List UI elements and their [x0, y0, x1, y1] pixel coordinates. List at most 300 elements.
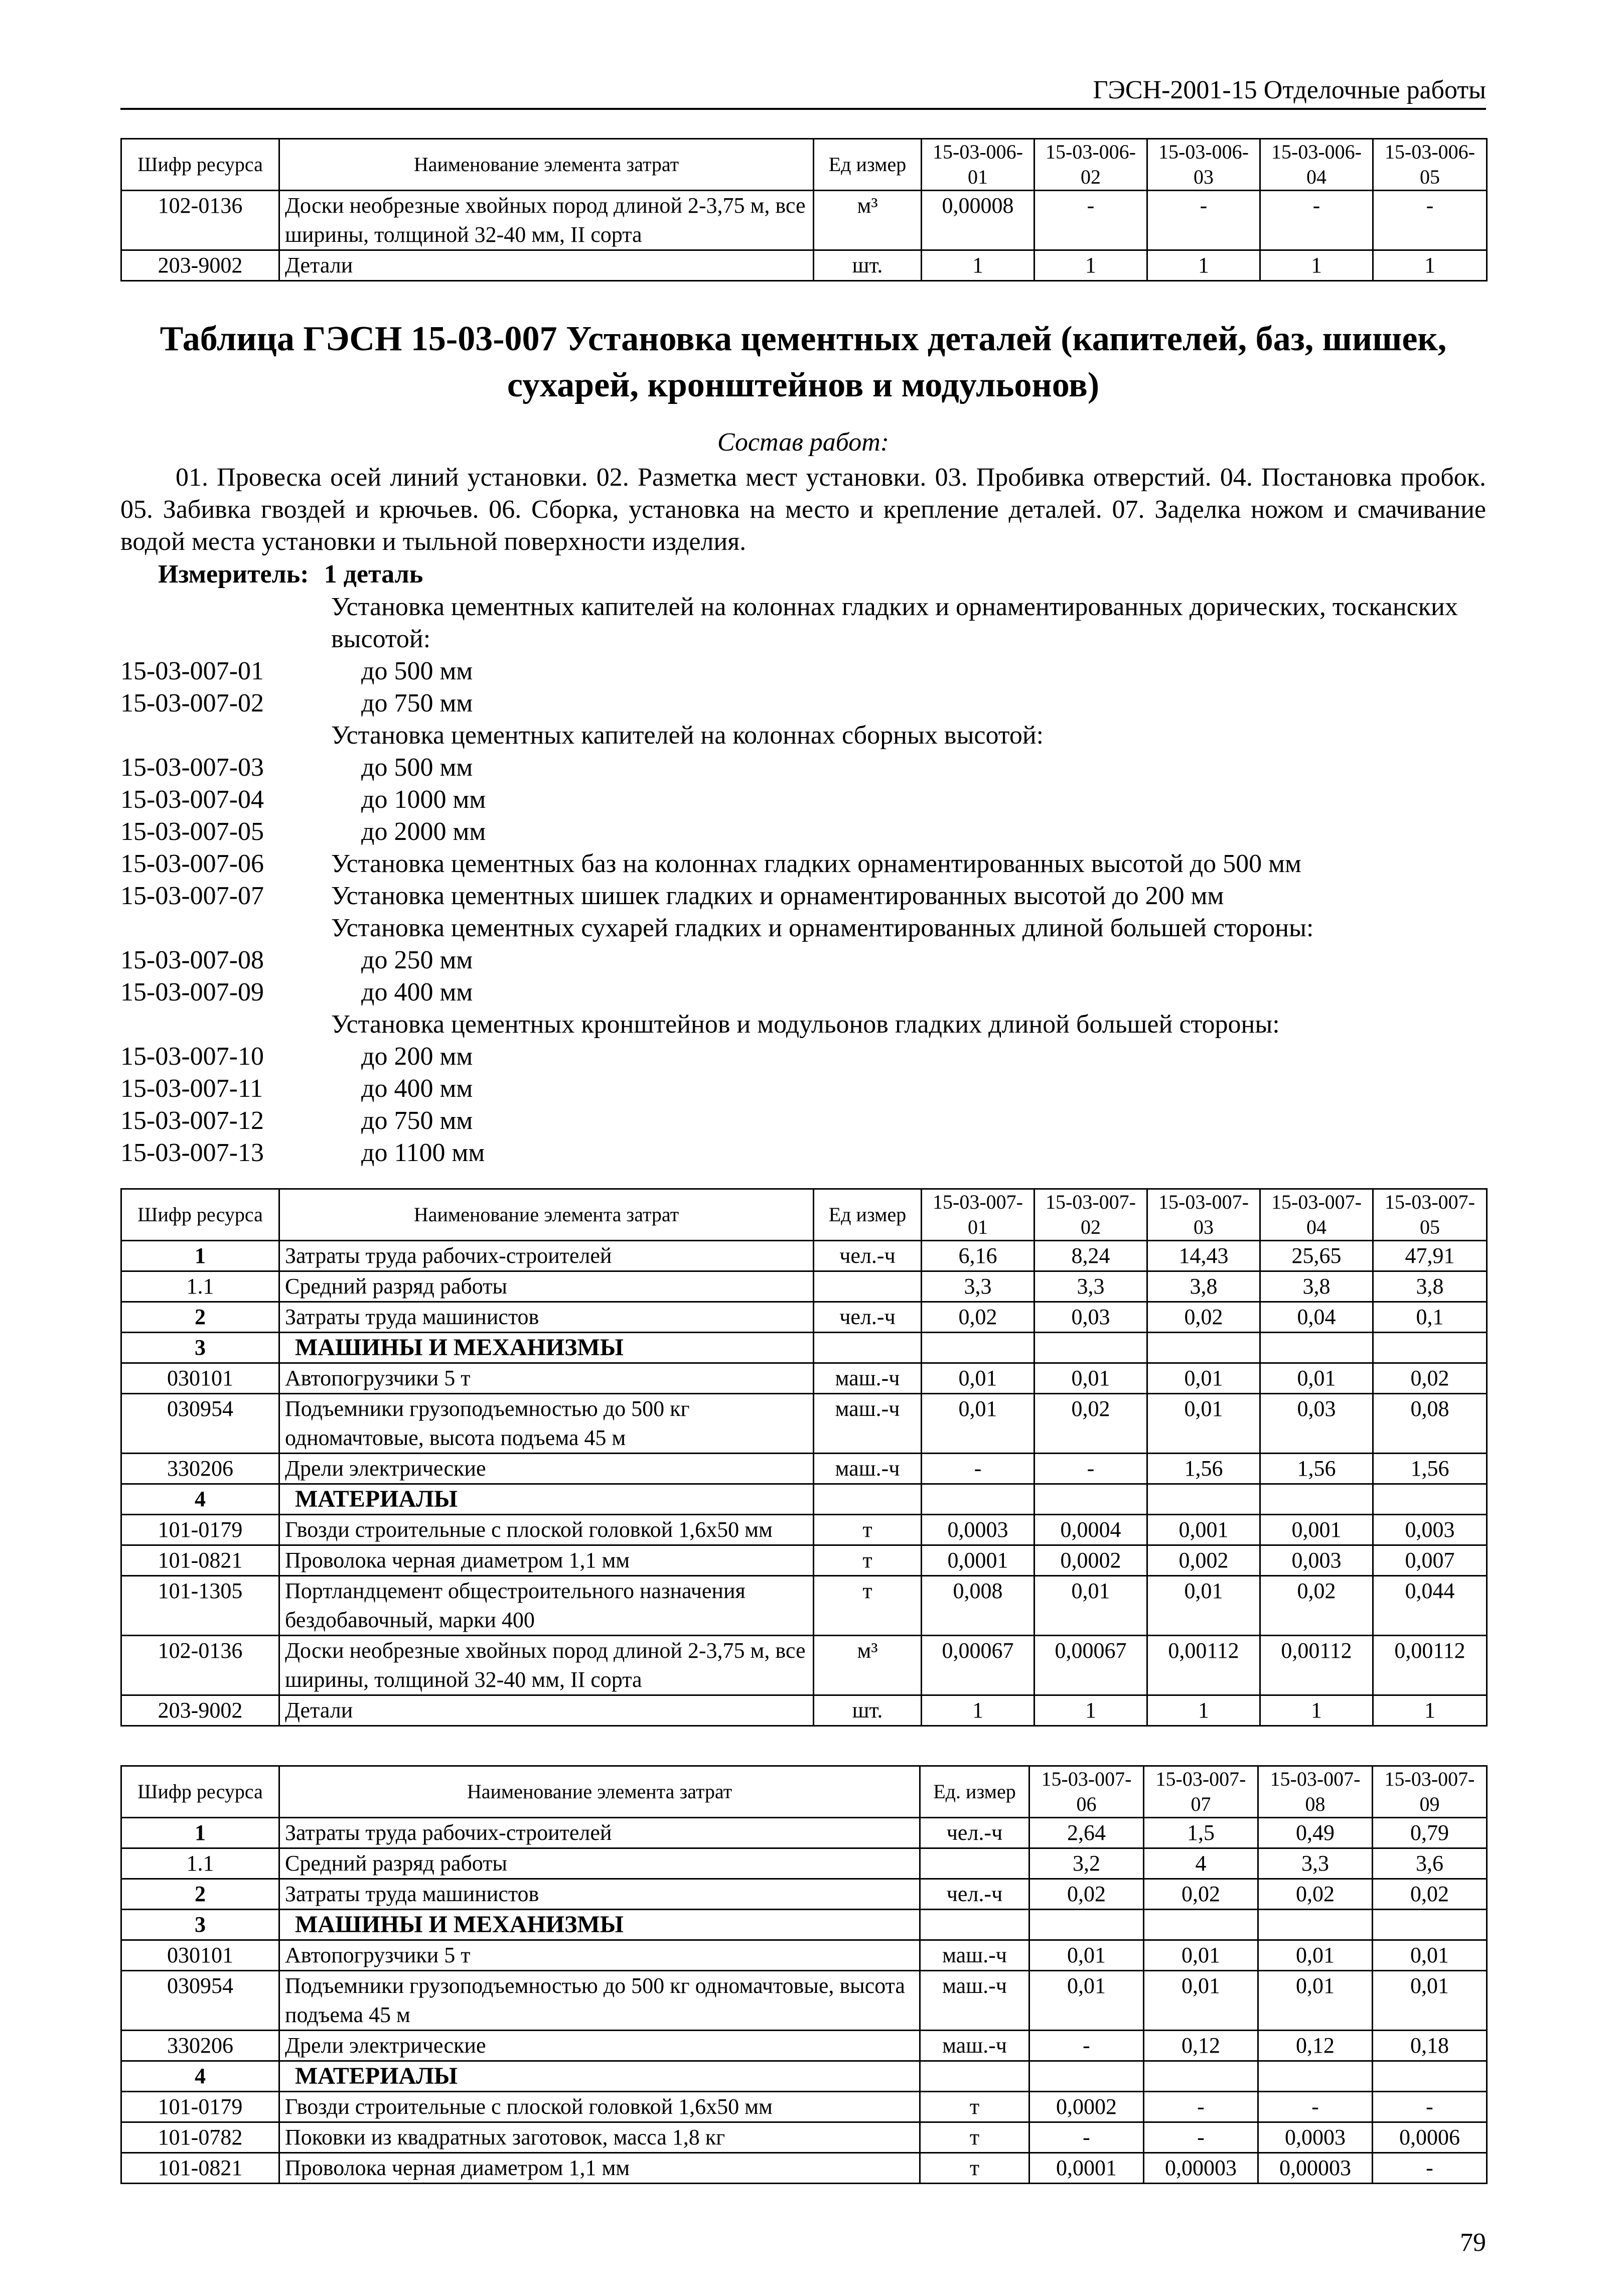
norm-description: до 500 мм: [361, 753, 473, 782]
value-cell: 0,044: [1373, 1576, 1487, 1636]
value-cell: 0,03: [1260, 1394, 1373, 1454]
value-cell: 0,02: [1035, 1394, 1147, 1454]
value-cell: 0,00003: [1144, 2153, 1258, 2184]
resource-code: 2: [121, 1879, 279, 1910]
value-cell: 3,3: [1035, 1271, 1147, 1302]
value-cell: 25,65: [1260, 1241, 1373, 1271]
norm-item: [120, 1041, 1486, 1073]
value-cell: 3,3: [922, 1271, 1035, 1302]
page-number: 79: [1460, 2228, 1486, 2257]
column-header: Наименование элемента затрат: [279, 1189, 814, 1241]
resource-name: Средний разряд работы: [279, 1271, 814, 1302]
value-cell: [1260, 1333, 1373, 1363]
value-cell: 3,8: [1373, 1271, 1487, 1302]
measure-label: Измеритель:: [158, 560, 309, 589]
value-cell: 1,5: [1144, 1818, 1258, 1848]
value-cell: 0,01: [922, 1394, 1035, 1454]
norm-item: [120, 880, 1486, 912]
value-cell: -: [1035, 191, 1147, 250]
value-cell: 0,003: [1260, 1545, 1373, 1576]
table-row: [121, 1848, 1487, 1879]
unit-cell: т: [920, 2092, 1029, 2122]
unit-cell: т: [920, 2153, 1029, 2184]
resource-name: Проволока черная диаметром 1,1 мм: [279, 1545, 814, 1576]
value-cell: 1,56: [1260, 1454, 1373, 1484]
unit-cell: чел.-ч: [920, 1818, 1029, 1848]
norm-item: [120, 848, 1486, 880]
norm-description: до 400 мм: [361, 978, 473, 1007]
norm-description: Установка цементных баз на колоннах гладких орнаментированных высотой до 500 мм: [331, 849, 1301, 878]
value-cell: 0,18: [1373, 2031, 1487, 2061]
value-cell: [1260, 1484, 1373, 1515]
norm-code: 15-03-007-03: [120, 753, 264, 782]
norm-code: 15-03-007-05: [120, 817, 264, 846]
value-cell: 0,00067: [922, 1636, 1035, 1695]
table-row: [121, 2153, 1487, 2184]
resource-table-006: [120, 138, 1488, 281]
table-row: [121, 250, 1487, 281]
column-header: 15-03-007-09: [1373, 1766, 1487, 1818]
unit-cell: [920, 1910, 1029, 1940]
section-row: [121, 2061, 1487, 2092]
norm-description: Установка цементных капителей на колоннах сборных высотой:: [331, 721, 1044, 750]
norm-description: до 750 мм: [361, 689, 473, 718]
unit-cell: маш.-ч: [920, 1971, 1029, 2031]
value-cell: 0,002: [1147, 1545, 1260, 1576]
value-cell: 0,0006: [1373, 2122, 1487, 2153]
column-header: 15-03-006-03: [1147, 139, 1260, 191]
value-cell: 0,0002: [1035, 1545, 1147, 1576]
value-cell: [1147, 1484, 1260, 1515]
value-cell: 0,01: [1035, 1576, 1147, 1636]
column-header: Ед. измер: [920, 1766, 1029, 1818]
norm-code: 15-03-007-04: [120, 785, 264, 814]
resource-name: Автопогрузчики 5 т: [279, 1363, 814, 1394]
value-cell: 2,64: [1029, 1818, 1144, 1848]
resource-name: Затраты труда рабочих-строителей: [279, 1241, 814, 1271]
value-cell: 1: [1147, 1695, 1260, 1726]
table-row: [121, 191, 1487, 250]
unit-cell: шт.: [814, 1695, 922, 1726]
value-cell: [1147, 1333, 1260, 1363]
value-cell: 0,0003: [1258, 2122, 1373, 2153]
resource-name: Затраты труда машинистов: [279, 1302, 814, 1333]
norm-description: до 250 мм: [361, 946, 473, 974]
value-cell: -: [1029, 2122, 1144, 2153]
table-row: [121, 1363, 1487, 1394]
norm-code: 15-03-007-02: [120, 689, 264, 718]
norm-description: Установка цементных капителей на колоннах гладких и орнаментированных дорических, тосканских высотой:: [331, 593, 1458, 653]
unit-cell: [814, 1484, 922, 1515]
value-cell: [1144, 1910, 1258, 1940]
table-row: [121, 1302, 1487, 1333]
value-cell: 0,01: [1373, 1940, 1487, 1971]
resource-name: Дрели электрические: [279, 2031, 920, 2061]
section-row: [121, 1333, 1487, 1363]
column-header: 15-03-007-06: [1029, 1766, 1144, 1818]
composition-label: Состав работ:: [717, 428, 890, 457]
resource-name: Детали: [279, 250, 814, 281]
value-cell: [1258, 2061, 1373, 2092]
resource-name: Портландцемент общестроительного назначения бездобавочный, марки 400: [279, 1576, 814, 1636]
norm-item: [120, 784, 1486, 816]
resource-name: Детали: [279, 1695, 814, 1726]
value-cell: -: [1373, 191, 1487, 250]
value-cell: 0,1: [1373, 1302, 1487, 1333]
norm-description: до 1100 мм: [361, 1138, 485, 1167]
value-cell: 0,12: [1258, 2031, 1373, 2061]
column-header: Шифр ресурса: [121, 1766, 279, 1818]
value-cell: 0,01: [1147, 1363, 1260, 1394]
value-cell: -: [922, 1454, 1035, 1484]
unit-cell: маш.-ч: [814, 1454, 922, 1484]
resource-name: Подъемники грузоподъемностью до 500 кг одномачтовые, высота подъема 45 м: [279, 1394, 814, 1454]
resource-code: 030954: [121, 1394, 279, 1454]
value-cell: 0,008: [922, 1576, 1035, 1636]
norm-code: 15-03-007-09: [120, 978, 264, 1007]
unit-cell: т: [814, 1576, 922, 1636]
resource-name: Средний разряд работы: [279, 1848, 920, 1879]
measure-value: 1 деталь: [324, 560, 423, 589]
norm-item: [120, 1137, 1486, 1169]
value-cell: 0,00112: [1260, 1636, 1373, 1695]
running-header: ГЭСН-2001-15 Отделочные работы: [120, 75, 1486, 110]
resource-name: Подъемники грузоподъемностью до 500 кг одномачтовые, высота подъема 45 м: [279, 1971, 920, 2031]
resource-code: 1: [121, 1818, 279, 1848]
norm-item: [120, 591, 1486, 655]
unit-cell: т: [814, 1545, 922, 1576]
value-cell: -: [1029, 2031, 1144, 2061]
measure: [158, 559, 423, 589]
value-cell: [922, 1484, 1035, 1515]
resource-code: 1.1: [121, 1271, 279, 1302]
value-cell: 1: [1260, 250, 1373, 281]
unit-cell: маш.-ч: [920, 2031, 1029, 2061]
table-row: [121, 1576, 1487, 1636]
value-cell: 0,0001: [922, 1545, 1035, 1576]
resource-code: 101-0821: [121, 2153, 279, 2184]
norm-code: 15-03-007-08: [120, 946, 264, 974]
norm-item: [120, 752, 1486, 784]
norm-code: [120, 591, 331, 655]
norm-code: 15-03-007-10: [120, 1042, 264, 1071]
resource-name: Гвозди строительные с плоской головкой 1,6х50 мм: [279, 1515, 814, 1545]
unit-cell: маш.-ч: [814, 1363, 922, 1394]
unit-cell: маш.-ч: [920, 1940, 1029, 1971]
section-row: [121, 1484, 1487, 1515]
composition-text: 01. Провеска осей линий установки. 02. Разметка мест установки. 03. Пробивка отверстий. 04. Постановка пробок. 05. Забивка гвоздей и крючьев. 06. Сборка, установка на место и крепление деталей. 07. Заделка ножом и смачивание водой места установки и тыльной поверхности изделия.: [120, 463, 1486, 556]
value-cell: 0,02: [1144, 1879, 1258, 1910]
value-cell: [1373, 2061, 1487, 2092]
unit-cell: м³: [814, 1636, 922, 1695]
value-cell: 0,03: [1035, 1302, 1147, 1333]
resource-code: 102-0136: [121, 1636, 279, 1695]
value-cell: 4: [1144, 1848, 1258, 1879]
value-cell: 0,00112: [1373, 1636, 1487, 1695]
value-cell: [1373, 1333, 1487, 1363]
column-header: 15-03-006-04: [1260, 139, 1373, 191]
value-cell: 0,01: [1147, 1394, 1260, 1454]
column-header: Ед измер: [814, 139, 922, 191]
unit-cell: м³: [814, 191, 922, 250]
resource-name: Поковки из квадратных заготовок, масса 1,8 кг: [279, 2122, 920, 2153]
resource-name: Доски необрезные хвойных пород длиной 2-3,75 м, все ширины, толщиной 32-40 мм, II сорта: [279, 1636, 814, 1695]
norm-description: до 400 мм: [361, 1074, 473, 1103]
norm-description: Установка цементных шишек гладких и орнаментированных высотой до 200 мм: [331, 882, 1224, 910]
value-cell: 0,001: [1147, 1515, 1260, 1545]
value-cell: 1: [1260, 1695, 1373, 1726]
resource-name: Затраты труда машинистов: [279, 1879, 920, 1910]
value-cell: [1029, 1910, 1144, 1940]
value-cell: -: [1373, 2092, 1487, 2122]
value-cell: 0,00112: [1147, 1636, 1260, 1695]
value-cell: 0,01: [1258, 1940, 1373, 1971]
norm-code: [120, 1009, 331, 1041]
norm-description: до 500 мм: [361, 657, 473, 685]
value-cell: 1: [922, 250, 1035, 281]
value-cell: 14,43: [1147, 1241, 1260, 1271]
resource-name: Проволока черная диаметром 1,1 мм: [279, 2153, 920, 2184]
value-cell: 1,56: [1147, 1454, 1260, 1484]
table-row: [121, 1241, 1487, 1271]
value-cell: 0,02: [1373, 1879, 1487, 1910]
value-cell: 8,24: [1035, 1241, 1147, 1271]
value-cell: -: [1035, 1454, 1147, 1484]
table-row: [121, 1636, 1487, 1695]
value-cell: 0,02: [1029, 1879, 1144, 1910]
unit-cell: т: [920, 2122, 1029, 2153]
column-header: Шифр ресурса: [121, 1189, 279, 1241]
value-cell: 0,0003: [922, 1515, 1035, 1545]
column-header: 15-03-006-01: [922, 139, 1035, 191]
value-cell: [1035, 1484, 1147, 1515]
table-row: [121, 1818, 1487, 1848]
resource-name: Доски необрезные хвойных пород длиной 2-3,75 м, все ширины, толщиной 32-40 мм, II сорта: [279, 191, 814, 250]
value-cell: 0,01: [1373, 1971, 1487, 2031]
value-cell: 0,01: [1258, 1971, 1373, 2031]
table-row: [121, 1545, 1487, 1576]
resource-code: 030101: [121, 1363, 279, 1394]
value-cell: 0,003: [1373, 1515, 1487, 1545]
value-cell: 0,02: [922, 1302, 1035, 1333]
value-cell: 0,0001: [1029, 2153, 1144, 2184]
norm-item: [120, 1009, 1486, 1041]
table-row: [121, 1271, 1487, 1302]
unit-cell: шт.: [814, 250, 922, 281]
resource-code: 101-0782: [121, 2122, 279, 2153]
resource-code: 030101: [121, 1940, 279, 1971]
norm-item: [120, 944, 1486, 976]
section-row: [121, 1910, 1487, 1940]
value-cell: [1035, 1333, 1147, 1363]
table-row: [121, 2122, 1487, 2153]
resource-name: Гвозди строительные с плоской головкой 1,6х50 мм: [279, 2092, 920, 2122]
norm-description: Установка цементных кронштейнов и модульонов гладких длиной большей стороны:: [331, 1010, 1280, 1039]
value-cell: 0,02: [1260, 1576, 1373, 1636]
value-cell: 0,0002: [1029, 2092, 1144, 2122]
value-cell: 0,00008: [922, 191, 1035, 250]
resource-code: 3: [121, 1333, 279, 1363]
value-cell: -: [1373, 2153, 1487, 2184]
unit-cell: чел.-ч: [920, 1879, 1029, 1910]
resource-name: МАТЕРИАЛЫ: [279, 1484, 814, 1515]
norm-description: до 200 мм: [361, 1042, 473, 1071]
norm-item: [120, 912, 1486, 944]
value-cell: 3,6: [1373, 1848, 1487, 1879]
table-header-row: [121, 1189, 1487, 1241]
value-cell: -: [1258, 2092, 1373, 2122]
norm-code: [120, 720, 331, 752]
resource-name: Затраты труда рабочих-строителей: [279, 1818, 920, 1848]
value-cell: 0,01: [1029, 1971, 1144, 2031]
resource-code: 030954: [121, 1971, 279, 2031]
value-cell: 0,02: [1373, 1363, 1487, 1394]
norm-description: до 2000 мм: [361, 817, 486, 846]
value-cell: 0,00067: [1035, 1636, 1147, 1695]
table-row: [121, 1940, 1487, 1971]
column-header: 15-03-006-02: [1035, 139, 1147, 191]
table-row: [121, 1879, 1487, 1910]
value-cell: 0,01: [1260, 1363, 1373, 1394]
value-cell: 0,01: [1029, 1940, 1144, 1971]
resource-name: Автопогрузчики 5 т: [279, 1940, 920, 1971]
value-cell: 3,3: [1258, 1848, 1373, 1879]
column-header: 15-03-007-01: [922, 1189, 1035, 1241]
value-cell: [1373, 1910, 1487, 1940]
value-cell: 0,08: [1373, 1394, 1487, 1454]
value-cell: 1: [1035, 250, 1147, 281]
value-cell: 47,91: [1373, 1241, 1487, 1271]
resource-code: 1.1: [121, 1848, 279, 1879]
resource-name: МАШИНЫ И МЕХАНИЗМЫ: [279, 1333, 814, 1363]
value-cell: 6,16: [922, 1241, 1035, 1271]
value-cell: [1373, 1484, 1487, 1515]
norm-item: [120, 976, 1486, 1009]
table-header-row: [121, 1766, 1487, 1818]
column-header: 15-03-007-05: [1373, 1189, 1487, 1241]
value-cell: 0,007: [1373, 1545, 1487, 1576]
value-cell: 0,79: [1373, 1818, 1487, 1848]
norm-item: [120, 816, 1486, 848]
unit-cell: [814, 1333, 922, 1363]
value-cell: 0,01: [1144, 1971, 1258, 2031]
column-header: 15-03-006-05: [1373, 139, 1487, 191]
column-header: Наименование элемента затрат: [279, 1766, 920, 1818]
column-header: Ед измер: [814, 1189, 922, 1241]
table-header-row: [121, 139, 1487, 191]
value-cell: 3,8: [1260, 1271, 1373, 1302]
resource-code: 4: [121, 1484, 279, 1515]
value-cell: 3,2: [1029, 1848, 1144, 1879]
value-cell: 0,01: [1035, 1363, 1147, 1394]
column-header: 15-03-007-08: [1258, 1766, 1373, 1818]
table-row: [121, 2092, 1487, 2122]
table-row: [121, 1454, 1487, 1484]
unit-cell: чел.-ч: [814, 1241, 922, 1271]
unit-cell: маш.-ч: [814, 1394, 922, 1454]
resource-code: 101-1305: [121, 1576, 279, 1636]
value-cell: 1,56: [1373, 1454, 1487, 1484]
value-cell: 0,04: [1260, 1302, 1373, 1333]
resource-code: 330206: [121, 1454, 279, 1484]
column-header: 15-03-007-07: [1144, 1766, 1258, 1818]
column-header: Шифр ресурса: [121, 139, 279, 191]
norm-code: 15-03-007-06: [120, 849, 264, 878]
value-cell: 0,01: [1144, 1940, 1258, 1971]
norm-code: 15-03-007-01: [120, 657, 264, 685]
value-cell: 3,8: [1147, 1271, 1260, 1302]
resource-code: 101-0179: [121, 1515, 279, 1545]
value-cell: 1: [1373, 1695, 1487, 1726]
value-cell: 0,0004: [1035, 1515, 1147, 1545]
resource-code: 1: [121, 1241, 279, 1271]
norm-code: [120, 912, 331, 944]
value-cell: 0,01: [922, 1363, 1035, 1394]
value-cell: 1: [1147, 250, 1260, 281]
value-cell: [1144, 2061, 1258, 2092]
unit-cell: т: [814, 1515, 922, 1545]
column-header: 15-03-007-03: [1147, 1189, 1260, 1241]
unit-cell: [920, 2061, 1029, 2092]
norm-code: 15-03-007-13: [120, 1138, 264, 1167]
norm-item: [120, 687, 1486, 720]
table-row: [121, 2031, 1487, 2061]
value-cell: [1258, 1910, 1373, 1940]
value-cell: 0,49: [1258, 1818, 1373, 1848]
norm-description: Установка цементных сухарей гладких и орнаментированных длиной большей стороны:: [331, 914, 1314, 942]
table-row: [121, 1695, 1487, 1726]
table-row: [121, 1971, 1487, 2031]
value-cell: -: [1147, 191, 1260, 250]
section-title: Таблица ГЭСН 15-03-007 Установка цементных деталей (капителей, баз, шишек, сухарей, кронштейнов и модульонов): [160, 320, 1447, 404]
unit-cell: [814, 1271, 922, 1302]
resource-code: 3: [121, 1910, 279, 1940]
value-cell: 0,01: [1147, 1576, 1260, 1636]
norm-item: [120, 655, 1486, 687]
resource-code: 203-9002: [121, 250, 279, 281]
norm-item: [120, 1105, 1486, 1137]
value-cell: 0,00003: [1258, 2153, 1373, 2184]
value-cell: -: [1260, 191, 1373, 250]
table-row: [121, 1515, 1487, 1545]
norm-code: 15-03-007-07: [120, 882, 264, 910]
resource-code: 101-0821: [121, 1545, 279, 1576]
resource-code: 101-0179: [121, 2092, 279, 2122]
value-cell: [922, 1333, 1035, 1363]
table-row: [121, 1394, 1487, 1454]
value-cell: 0,02: [1147, 1302, 1260, 1333]
resource-name: МАШИНЫ И МЕХАНИЗМЫ: [279, 1910, 920, 1940]
resource-code: 102-0136: [121, 191, 279, 250]
norm-code: 15-03-007-12: [120, 1106, 264, 1135]
column-header: 15-03-007-04: [1260, 1189, 1373, 1241]
norm-description: до 750 мм: [361, 1106, 473, 1135]
value-cell: 1: [922, 1695, 1035, 1726]
resource-code: 2: [121, 1302, 279, 1333]
norm-description: до 1000 мм: [361, 785, 486, 814]
unit-cell: [920, 1848, 1029, 1879]
value-cell: 0,001: [1260, 1515, 1373, 1545]
value-cell: 0,02: [1258, 1879, 1373, 1910]
resource-code: 203-9002: [121, 1695, 279, 1726]
column-header: Наименование элемента затрат: [279, 139, 814, 191]
norm-code: 15-03-007-11: [120, 1074, 263, 1103]
resource-table-007-01-05: [120, 1188, 1488, 1727]
column-header: 15-03-007-02: [1035, 1189, 1147, 1241]
value-cell: 1: [1373, 250, 1487, 281]
norm-item: [120, 720, 1486, 752]
value-cell: [1029, 2061, 1144, 2092]
